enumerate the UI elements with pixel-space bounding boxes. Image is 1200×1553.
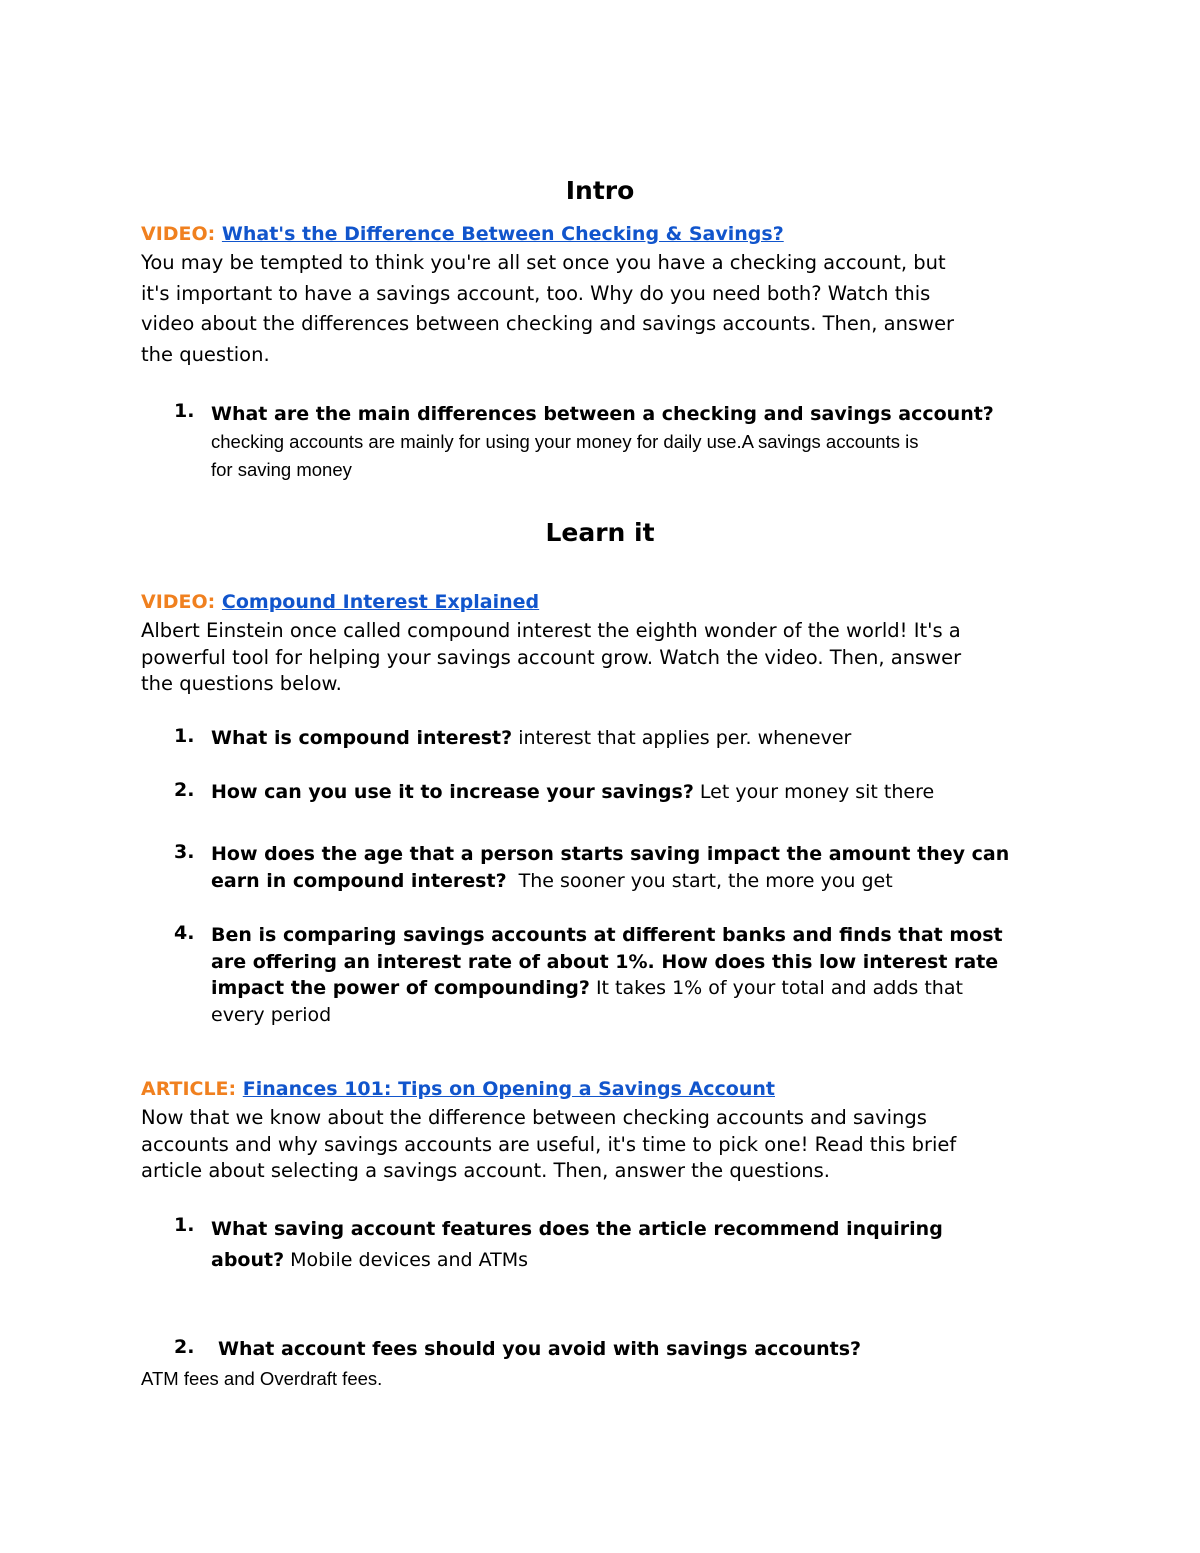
learn-q4-answer-line: every period <box>211 1003 332 1026</box>
intro-q1 <box>211 400 1071 484</box>
learn-q2-answer: Let your money sit there <box>699 781 935 803</box>
intro-video-link[interactable]: What's the Difference Between Checking & Savings? <box>221 223 784 245</box>
intro-paragraph <box>141 248 1071 370</box>
intro-paragraph-line: video about the differences between checking and savings accounts. Then, answer <box>141 312 955 335</box>
learn-q2-question: How can you use it to increase your savings? <box>211 781 694 803</box>
learn-article-paragraph-line: Now that we know about the difference between checking accounts and savings <box>141 1106 927 1129</box>
article-q2-answer: ATM fees and Overdraft fees. <box>141 1368 383 1389</box>
article-q1-number: 1. <box>174 1214 195 1236</box>
learn-q3-question-line: How does the age that a person starts saving impact the amount they can <box>211 843 1010 865</box>
learn-article-paragraph-line: article about selecting a savings account. Then, answer the questions. <box>141 1159 830 1182</box>
learn-video-paragraph-line: Albert Einstein once called compound interest the eighth wonder of the world! It's a <box>141 619 961 642</box>
intro-paragraph-line: You may be tempted to think you're all set once you have a checking account, but <box>141 251 946 274</box>
learn-q1-question: What is compound interest? <box>211 727 513 749</box>
learn-video-kind: VIDEO: <box>141 591 216 613</box>
learn-q4-answer-line: It takes 1% of your total and adds that <box>595 977 963 999</box>
learn-article-paragraph <box>141 1105 1071 1185</box>
intro-q1-number: 1. <box>174 400 195 422</box>
learn-q1-answer: interest that applies per. whenever <box>518 727 852 749</box>
learn-q3-answer: The sooner you start, the more you get <box>518 870 893 892</box>
intro-paragraph-line: it's important to have a savings account, too. Why do you need both? Watch this <box>141 281 931 305</box>
intro-q1-question: What are the main differences between a checking and savings account? <box>211 403 994 425</box>
learn-q4-number: 4. <box>174 922 195 944</box>
article-q1 <box>211 1214 1071 1276</box>
learn-q1-number: 1. <box>174 725 195 747</box>
intro-video-source <box>141 223 784 245</box>
article-q1-answer: Mobile devices and ATMs <box>290 1249 529 1271</box>
intro-q1-answer-line: for saving money <box>211 459 352 480</box>
learn-heading: Learn it <box>545 518 655 547</box>
learn-article-link[interactable]: Finances 101: Tips on Opening a Savings Account <box>242 1078 775 1100</box>
article-q2 <box>218 1336 1078 1362</box>
learn-video-paragraph <box>141 618 1071 698</box>
learn-q3-question-line: earn in compound interest? <box>211 870 507 892</box>
learn-article-kind: ARTICLE: <box>141 1078 237 1100</box>
learn-q4-question-line: Ben is comparing savings accounts at different banks and finds that most <box>211 924 1003 946</box>
learn-q4 <box>211 922 1071 1028</box>
article-q1-question-line: about? <box>211 1249 285 1271</box>
learn-q3-number: 3. <box>174 841 195 863</box>
learn-video-link[interactable]: Compound Interest Explained <box>221 591 540 613</box>
learn-video-paragraph-line: powerful tool for helping your savings account grow. Watch the video. Then, answer <box>141 645 962 669</box>
learn-article-paragraph-line: accounts and why savings accounts are useful, it's time to pick one! Read this brief <box>141 1132 957 1156</box>
learn-q1 <box>211 725 1071 751</box>
intro-heading: Intro <box>565 176 635 205</box>
intro-paragraph-line: the question. <box>141 342 270 366</box>
learn-article-source <box>141 1078 775 1100</box>
learn-q2 <box>211 779 1071 805</box>
intro-video-kind: VIDEO: <box>141 223 216 245</box>
learn-video-source <box>141 591 539 613</box>
article-q2-question: What account fees should you avoid with savings accounts? <box>218 1338 862 1360</box>
learn-q4-question-line: impact the power of compounding? <box>211 977 590 999</box>
article-q2-number: 2. <box>174 1336 195 1358</box>
learn-q2-number: 2. <box>174 779 195 801</box>
learn-video-paragraph-line: the questions below. <box>141 672 342 695</box>
learn-q3 <box>211 841 1071 895</box>
article-q1-question-line: What saving account features does the article recommend inquiring <box>211 1218 943 1240</box>
intro-q1-answer-line: checking accounts are mainly for using your money for daily use.A savings accounts is <box>211 431 919 452</box>
learn-q4-question-line: are offering an interest rate of about 1%. How does this low interest rate <box>211 950 999 973</box>
